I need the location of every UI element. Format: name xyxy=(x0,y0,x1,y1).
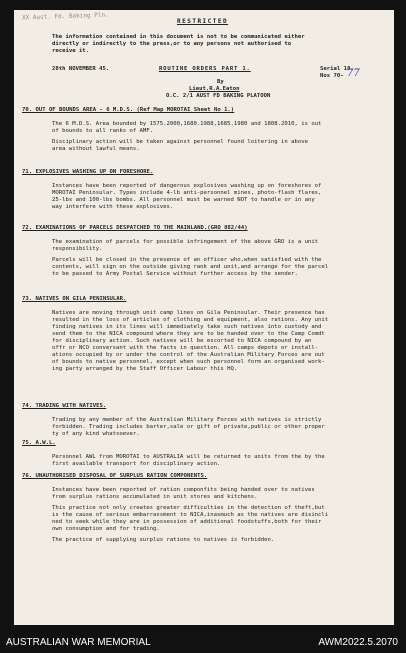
order-text-line: way interfere with these explosives. xyxy=(52,204,174,210)
order-text-line: first available transport for disciplinary action. xyxy=(52,461,221,467)
order-text-line: responsibility. xyxy=(52,246,103,252)
order-text-line: from surplus rations accumulated in unit stores and kitchens. xyxy=(52,494,258,500)
order-text-line: Personnel AWL from MOROTAI to AUSTRALIA will be returned to units from the by the xyxy=(52,454,325,460)
notice-line-1: The information contained in this document is not to be communicated either xyxy=(52,34,305,40)
order-heading: 76. UNAUTHORISED DISPOSAL OF SURPLUS RATION COMPONENTS. xyxy=(22,473,208,479)
order-text-line: offr or NCO conversant with the facts in question. All camps depots or install- xyxy=(52,345,319,351)
footer-institution: AUSTRALIAN WAR MEMORIAL xyxy=(6,637,151,648)
document-date: 28th NOVEMBER 45. xyxy=(52,66,110,72)
order-numbers: Nos 70- xyxy=(320,73,344,79)
document-title: ROUTINE ORDERS PART 1. xyxy=(159,66,251,72)
order-text-line: Trading by any member of the Australian Military Forces with natives is strictly xyxy=(52,417,322,423)
order-text-line: Natives are moving through unit camp lines on Gila Peninsular. Their presence has xyxy=(52,310,325,316)
order-text-line: Parcels will be closed in the presence of an officer who,when satisfied with the xyxy=(52,257,322,263)
order-text-line: own consumption and for trading. xyxy=(52,526,160,532)
author-name: Lieut.R.A.Eaton xyxy=(189,86,240,92)
order-text-line: to be passed to Army Postal Service without further access by the sender. xyxy=(52,271,298,277)
order-text-line: contents, will sign on the outside giving rank and unit,and arrange for the parcel xyxy=(52,264,329,270)
order-text-line: Disciplinary action will be taken against personnel found loitering in above xyxy=(52,139,308,145)
order-text-line: Instances have been reported of ration componfits being handed over to natives xyxy=(52,487,315,493)
order-heading: 70. OUT OF BOUNDS AREA - 6 M.D.S. (Ref Map MOROTAI Sheet No 1.) xyxy=(22,107,235,113)
order-text-line: This practice not only creates greater difficulties in the detection of theft,but xyxy=(52,505,325,511)
serial-number: Serial 18. xyxy=(320,66,354,72)
order-heading: 72. EXAMINATIONS OF PARCELS DESPATCHED TO THE MAINLAND.(GRO 882/44) xyxy=(22,225,248,231)
order-text-line: Instances have been reported of dangerous explosives washing up on foreshores of xyxy=(52,183,322,189)
order-heading: 75. A.W.L. xyxy=(22,440,56,446)
notice-line-3: receive it. xyxy=(52,48,90,54)
order-text-line: ned to seek while they are in possession of additional foodstuffs,both for their xyxy=(52,519,322,525)
order-text-line: area without lawful means. xyxy=(52,146,140,152)
order-text-line: The 6 M.D.S. Area bounded by 1575.2000,1680.1988,1685.1980 and 1808.2010, is out xyxy=(52,121,322,127)
document-page xyxy=(14,10,394,625)
order-text-line: The examination of parcels for possible infringement of the above GRO is a unit xyxy=(52,239,319,245)
order-text-line: is the cause of serious embarrassment to NICA,inasmuch as the natives are disincli xyxy=(52,512,329,518)
order-heading: 71. EXPLOSIVES WASHING UP ON FORESHORE. xyxy=(22,169,154,175)
order-text-line: finding natives in its lines will immediately take such natives into custody and xyxy=(52,324,322,330)
order-heading: 73. NATIVES ON GILA PENINSULAR. xyxy=(22,296,127,302)
order-text-line: The practice of supplying surplus rations to natives is forbidden. xyxy=(52,537,275,543)
order-text-line: send them to the NICA compound where they are to be handed over to the Camp Comdt xyxy=(52,331,325,337)
author-unit: O.C. 2/1 AUST FD BAKING PLATOON xyxy=(166,93,271,99)
order-text-line: MOROTAI Peninsular. Types include 4-lb anti-personnel mines, photo-flash flares, xyxy=(52,190,322,196)
order-text-line: ations occupied by or under the control of the Australian Military Forces are out xyxy=(52,352,325,358)
classification: RESTRICTED xyxy=(177,18,229,25)
order-text-line: ty of any kind whatsoever. xyxy=(52,431,140,437)
by-label: By xyxy=(217,79,224,85)
footer-bar xyxy=(0,632,406,653)
footer-accession: AWM2022.5.2070 xyxy=(318,637,398,648)
order-text-line: forbidden. Trading includes barter,sale or gift of private,public or other proper xyxy=(52,424,325,430)
notice-line-2: directly or indirectly to the press,or to any persons not authorised to xyxy=(52,41,292,47)
order-text-line: resulted in the loss of articles of clothing and equipment, also rations. Any unit xyxy=(52,317,329,323)
order-text-line: ing party arranged by the Staff Officer Labour this HQ. xyxy=(52,366,238,372)
order-text-line: 25-lbs and 100-lbs bombs. All personnel must be warned NOT to handle or in any xyxy=(52,197,315,203)
order-text-line: of bounds to all ranks of AMF. xyxy=(52,128,154,134)
order-heading: 74. TRADING WITH NATIVES. xyxy=(22,403,107,409)
order-text-line: for disciplinary action. Such natives will be escorted to NICA compound by an xyxy=(52,338,312,344)
order-text-line: of bounds to native personnel, except when such personnel form an organised work- xyxy=(52,359,325,365)
unit-stamp: XX Aust. Fd. Baking Pln. xyxy=(21,11,109,22)
order-numbers-handwritten: 77 xyxy=(347,68,360,79)
